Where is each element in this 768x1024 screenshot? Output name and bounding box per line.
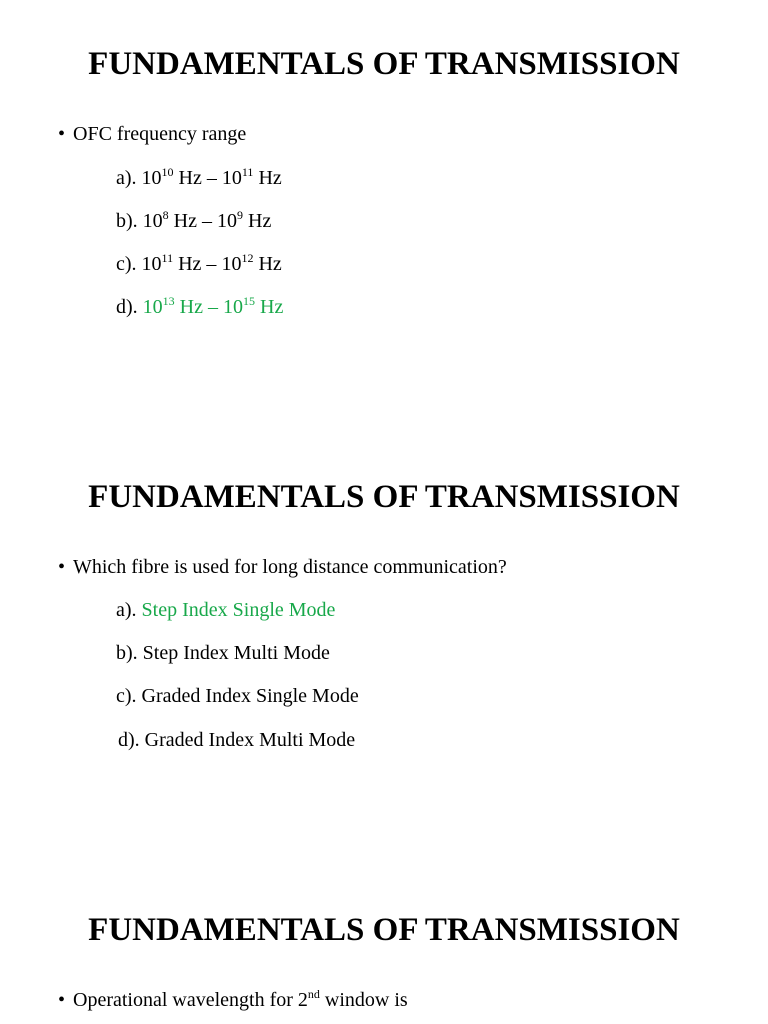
option-label: d). bbox=[118, 729, 140, 751]
option-label: c). bbox=[116, 253, 137, 275]
correct-answer-value: $10^{13}$ Hz – $10^{15}$ Hz bbox=[142, 294, 284, 318]
question-label: OFC frequency range bbox=[73, 123, 247, 145]
question-text bbox=[58, 121, 246, 147]
option-label: d). bbox=[116, 296, 138, 318]
slide-title: FUNDAMENTALS OF TRANSMISSION bbox=[88, 912, 680, 948]
option-value: $10^8$ Hz – $10^9$ Hz bbox=[142, 208, 272, 232]
option-a bbox=[116, 165, 282, 191]
option-label: c). bbox=[116, 685, 137, 707]
option-value: Step Index Multi Mode bbox=[142, 642, 330, 664]
correct-answer-value: Step Index Single Mode bbox=[141, 599, 336, 621]
bullet-icon: • bbox=[58, 989, 66, 1011]
option-value: Graded Index Multi Mode bbox=[144, 729, 356, 751]
bullet-icon: • bbox=[58, 123, 66, 145]
option-d bbox=[118, 727, 355, 753]
option-label: b). bbox=[116, 642, 138, 664]
option-value: $10^{10}$ Hz – $10^{11}$ Hz bbox=[141, 165, 282, 189]
option-c bbox=[116, 683, 359, 709]
option-value: Graded Index Single Mode bbox=[141, 685, 359, 707]
option-label: b). bbox=[116, 210, 138, 232]
option-b bbox=[116, 208, 271, 234]
question-label: Which fibre is used for long distance communication? bbox=[73, 556, 507, 578]
option-label: a). bbox=[116, 599, 137, 621]
option-b bbox=[116, 640, 330, 666]
slide-title: FUNDAMENTALS OF TRANSMISSION bbox=[88, 46, 680, 82]
question-label: Operational wavelength for 2nd window is bbox=[73, 987, 408, 1011]
bullet-icon: • bbox=[58, 556, 66, 578]
option-a bbox=[116, 597, 335, 623]
option-d bbox=[116, 294, 283, 320]
option-label: a). bbox=[116, 167, 137, 189]
question-text bbox=[58, 554, 507, 580]
option-c bbox=[116, 251, 282, 277]
question-text bbox=[58, 987, 408, 1013]
slide-title: FUNDAMENTALS OF TRANSMISSION bbox=[88, 479, 680, 515]
option-value: $10^{11}$ Hz – $10^{12}$ Hz bbox=[141, 251, 282, 275]
